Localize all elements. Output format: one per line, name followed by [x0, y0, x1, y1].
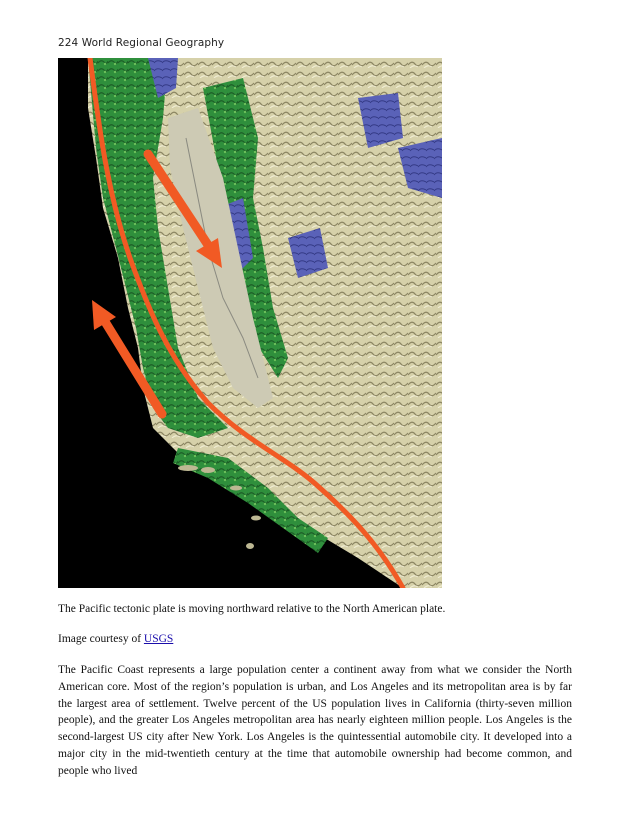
- island-a: [178, 465, 198, 471]
- image-credit: [58, 633, 173, 645]
- island-e: [246, 543, 254, 549]
- island-d: [251, 516, 261, 521]
- figure-caption: The Pacific tectonic plate is moving northward relative to the North American plate.: [58, 603, 446, 615]
- credit-prefix: Image courtesy of: [58, 633, 144, 645]
- relief-map-image: [58, 58, 442, 588]
- island-c: [230, 486, 242, 491]
- body-paragraph: The Pacific Coast represents a large population center a continent away from what we consider the North American core. Most of the region’s population is urban, and Los Angeles and its metropolitan area is by far the largest area of settlement. Twelve percent of the US population lives in California (thirty-seven million people), and the greater Los Angeles metropolitan area has nearly eighteen million people. Los Angeles is the second-largest US city after New York. Los Angeles is the quintessential automobile city. It developed into a major city in the mid-twentieth century at the time that automobile ownership had become common, and people who lived: [58, 664, 572, 777]
- usgs-link[interactable]: USGS: [143, 633, 174, 645]
- running-head: 224 World Regional Geography: [58, 37, 225, 49]
- tectonic-relief-map: [58, 58, 442, 588]
- island-b: [201, 467, 215, 473]
